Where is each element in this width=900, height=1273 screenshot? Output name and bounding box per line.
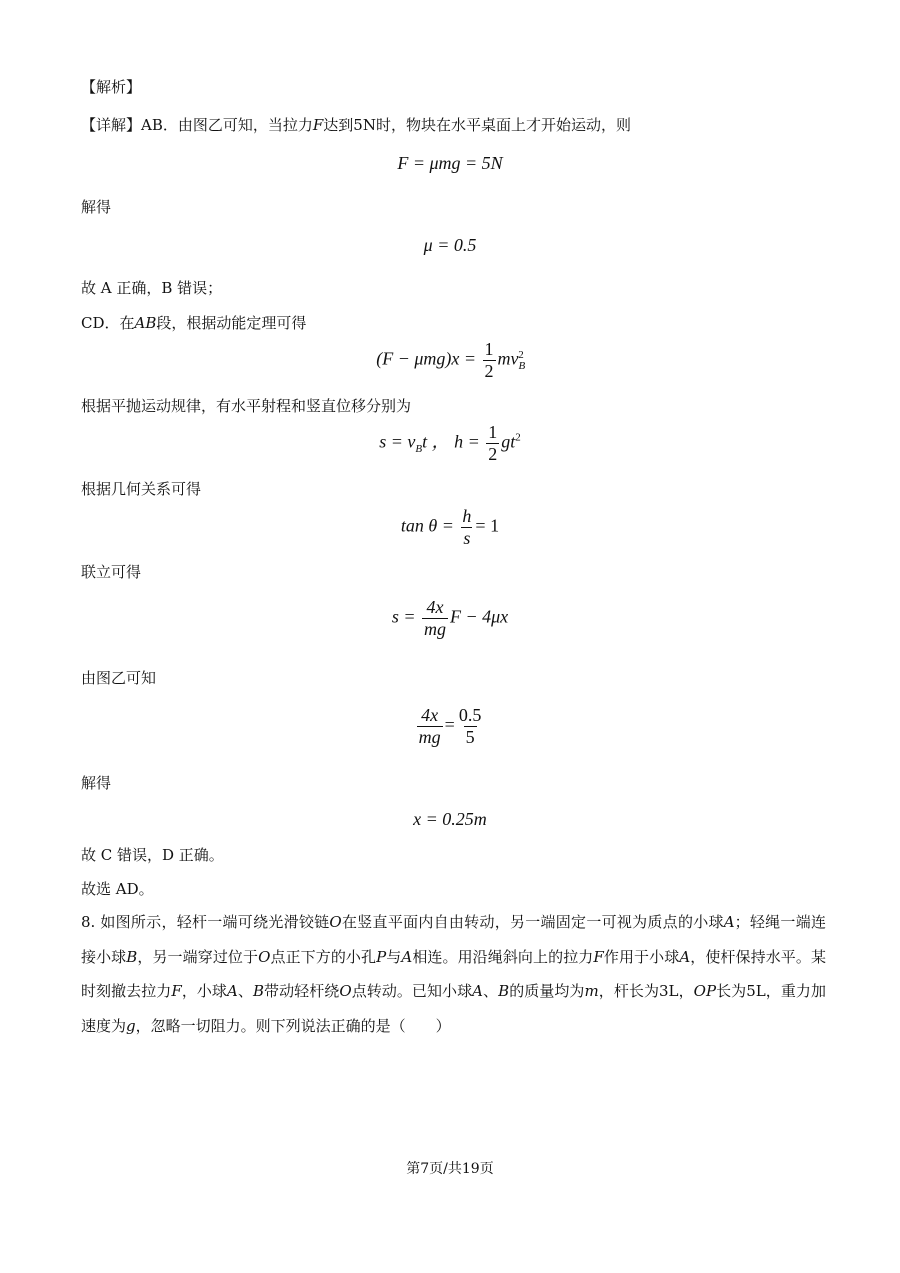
jiede-1: 解得 [81,198,112,216]
detail-text-rest: 达到5N时，物块在水平桌面上才开始运动，则 [323,116,631,134]
equation-kinetic-energy: (F − μmg)x = $\frac{1}{2}$ $mv_B^2$ [376,339,526,381]
force-var: F [312,116,324,134]
equation-friction: F = μmg = 5N [397,153,503,173]
fraction-half: $\frac{1}{2}$ [484,339,494,381]
detail-label: 【详解】 [81,116,142,134]
conclusion-ab: 故 A 正确，B 错误； [81,279,223,297]
geometry-paragraph: 根据几何关系可得 [81,480,202,498]
fraction-h-over-s: $\frac{h}{s}$ [462,506,472,548]
equation-mu: μ = 0.5 [423,235,477,255]
fraction-4x-mg-2: $\frac{4x}{mg}$ [418,705,441,747]
detail-paragraph [81,115,631,135]
equation-x: x = 0.25m [413,809,487,829]
equation-projectile: $s = v_Bt$ ， h = $\frac{1}{2}$ $gt^2$ [379,422,521,464]
combine-paragraph: 联立可得 [81,563,142,581]
equation-s: s = $\frac{4x}{mg}$ F − 4μx [391,597,509,639]
detail-text: AB．由图乙可知，当拉力 [141,116,313,134]
answer-line: 故选 AD。 [81,880,154,898]
fraction-4x-mg: $\frac{4x}{mg}$ [423,597,446,639]
page-footer: 第7页/共19页 [406,1161,494,1177]
equation-slope: $\frac{4x}{mg}$ = $\frac{0.5}{5}$ [418,705,482,747]
analysis-label: 【解析】 [81,78,142,96]
cd-paragraph: CD．在AB段，根据动能定理可得 [81,314,307,332]
question-8: 8. 如图所示，轻杆一端可绕光滑铰链O在竖直平面内自由转动，另一端固定一可视为质点的小球A；轻绳一端连接小球B，另一端穿过位于O点正下方的小孔P与A相连。用沿绳斜向上的拉力F作用于小球A，使杆保持水平。某时刻撤去拉力F，小球A、B带动轻杆绕O点转动。已知小球A、B的质量均为m，杆长为3L，OP长为5L，重力加速度为g，忽略一切阻力。则下列说法正确的是（ ） [81,913,826,1035]
conclusion-cd: 故 C 错误，D 正确。 [81,846,224,864]
projectile-paragraph: 根据平抛运动规律，有水平射程和竖直位移分别为 [81,397,412,415]
equation-tan: tan θ = $\frac{h}{s}$ = 1 [400,506,500,548]
jiede-2: 解得 [81,774,112,792]
fraction-half-2: $\frac{1}{2}$ [488,422,498,464]
fraction-05-5: $\frac{0.5}{5}$ [458,705,482,747]
graph-paragraph: 由图乙可知 [81,669,157,687]
